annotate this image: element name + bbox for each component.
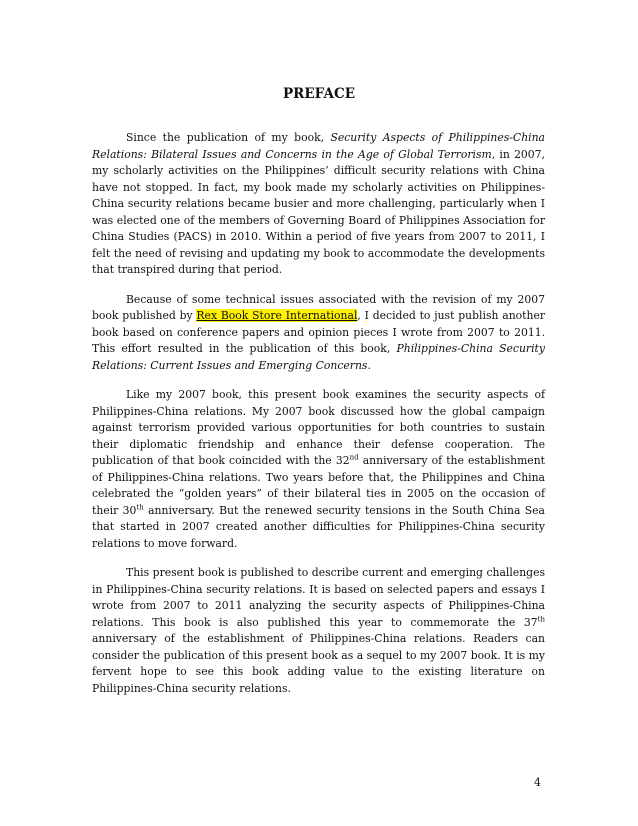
- p4-text-b: anniversary of the establishment of Philippines-China relations. Readers can consider the publication of this present book as a sequel to my 2007 book. It is my fervent hope to see this book adding value to the existing literature on Philippines-China security relations.: [92, 632, 545, 695]
- p2-text-a: Because of some technical issues associated with the revision of my 2007 book published by: [92, 292, 545, 322]
- p2-text-b: , I decided to just publish another book based on conference papers and opinion pieces I wrote from 2007 to 2011. This effort resulted in the publication of this book,: [92, 309, 545, 355]
- paragraph-1: [92, 130, 545, 279]
- p1-book-title: Security Aspects of Philippines-China Relations: Bilateral Issues and Concerns in the Age of Global Terrorism: [92, 131, 545, 161]
- p4-text-a: This present book is published to describe current and emerging challenges in Philippines-China security relations. It is based on selected papers and essays I wrote from 2007 to 2011 analyzing the security aspects of Philippines-China relations. This book is also published this year to commemorate the 37: [92, 566, 545, 629]
- p1-text-b: , in 2007, my scholarly activities on the Philippines’ difficult security relations with China have not stopped. In fact, my book made my scholarly activities on Philippines-China security relations became busier and more challenging, particularly when I was elected one of the members of Governing Board of Philippines Association for China Studies (PACS) in 2010. Within a period of five years from 2007 to 2011, I felt the need of revising and updating my book to accommodate the developments that transpired during that period.: [92, 147, 545, 276]
- p3-text-c: anniversary. But the renewed security tensions in the South China Sea that started in 2007 created another difficulties for Philippines-China security relations to move forward.: [92, 503, 545, 550]
- preface-body: [92, 130, 545, 710]
- p3-sup-2: th: [136, 502, 144, 511]
- page-title: PREFACE: [283, 86, 355, 102]
- p2-text-c: .: [367, 358, 371, 372]
- page-number: 4: [534, 776, 541, 789]
- paragraph-3: [92, 387, 545, 552]
- p3-sup-1: nd: [349, 453, 359, 462]
- paragraph-2: [92, 292, 545, 375]
- p2-book-title: Philippines-China Security Relations: Current Issues and Emerging Concerns: [92, 342, 545, 372]
- p3-text-a: Like my 2007 book, this present book examines the security aspects of Philippines-China relations. My 2007 book discussed how the global campaign against terrorism provided various opportunities for both countries to sustain their diplomatic friendship and enhance their defense cooperation. The publication of that book coincided with the 32: [92, 388, 545, 467]
- paragraph-4: [92, 565, 545, 697]
- p4-sup-1: th: [537, 614, 545, 623]
- p3-text-b: anniversary of the establishment of Philippines-China relations. Two years before that, the Philippines and China celebrated the “golden years” of their bilateral ties in 2005 on the occasion of their 30: [92, 454, 545, 517]
- publisher-highlight: Rex Book Store International: [196, 309, 358, 322]
- p1-text-a: Since the publication of my book,: [126, 131, 331, 144]
